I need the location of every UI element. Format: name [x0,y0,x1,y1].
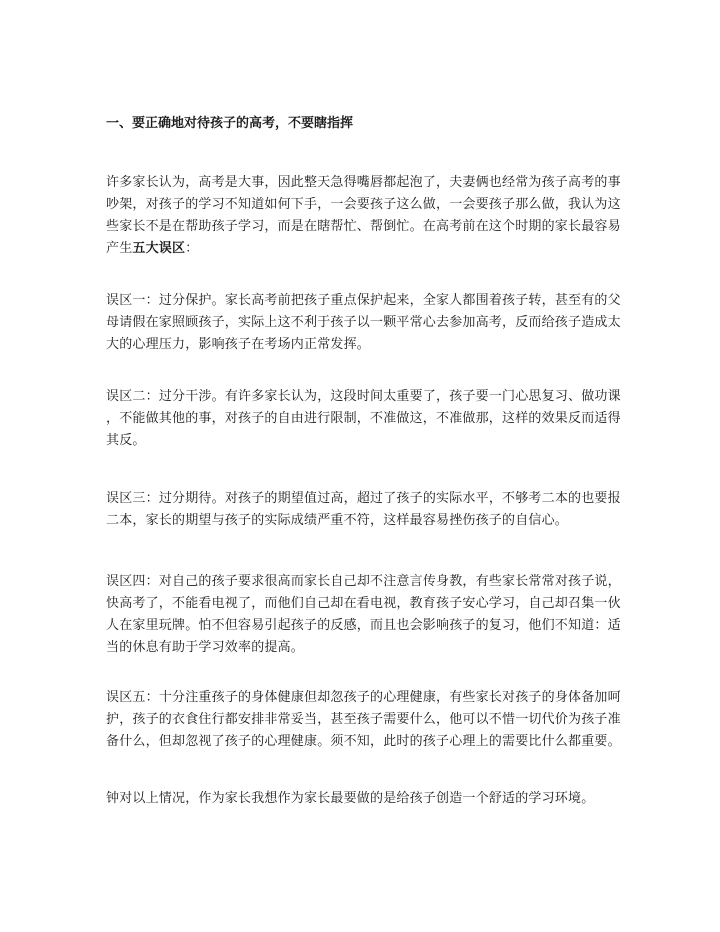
section-heading: 一、要正确地对待孩子的高考，不要瞎指挥 [106,116,354,131]
error-two-paragraph [106,386,620,452]
intro-last-prefix: 产生 [106,241,133,256]
error-line: 护，孩子的衣食住行都安排非常妥当，甚至孩子需要什么，他可以不惜一切代价为孩子准 [106,712,621,727]
error-line [106,290,620,312]
error-five-label: 误区五： [106,690,159,705]
conclusion-paragraph [106,788,620,810]
error-two-label: 误区二： [106,389,159,404]
error-line: 其反。 [106,433,146,448]
error-line [106,386,620,408]
intro-last-bold: 五大误区 [132,241,186,256]
error-one-paragraph [106,290,620,356]
error-line [106,571,620,593]
error-line: 快高考了，不能看电视了，而他们自己却在看电视，教育孩子安心学习，自己却召集一伙 [106,596,621,611]
intro-paragraph [106,172,620,260]
error-five-paragraph [106,687,620,753]
error-three-paragraph [106,488,620,532]
error-line: ，不能做其他的事，对孩子的自由进行限制，不准做这，不准做那，这样的效果反而适得 [106,411,621,426]
error-one-text: 过分保护。家长高考前把孩子重点保护起来，全家人都围着孩子转，甚至有的父 [158,293,621,308]
conclusion-line: 钟对以上情况，作为家长我想作为家长最要做的是给孩子创造一个舒适的学习环境。 [106,791,595,806]
error-three-text: 过分期待。对孩子的期望值过高，超过了孩子的实际水平，不够考二本的也要报 [158,491,621,506]
intro-last-suffix: ： [185,241,199,256]
error-line: 人在家里玩牌。怕不但容易引起孩子的反感，而且也会影响孩子的复习，他们不知道：适 [106,618,621,633]
error-one-label: 误区一： [106,293,159,308]
intro-line-last [106,238,620,260]
error-four-paragraph [106,571,620,659]
intro-line: 些家长不是在帮助孩子学习，而是在瞎帮忙、帮倒忙。在高考前在这个时期的家长最容易 [106,219,621,234]
error-line [106,488,620,510]
error-two-text: 过分干涉。有许多家长认为，这段时间太重要了，孩子要一门心思复习、做功课 [158,389,621,404]
error-line: 母请假在家照顾孩子，实际上这不利于孩子以一颗平常心去参加高考，反而给孩子造成太 [106,315,621,330]
error-four-text: 对自己的孩子要求很高而家长自己却不注意言传身教，有些家长常常对孩子说， [158,574,621,589]
intro-line: 许多家长认为，高考是大事，因此整天急得嘴唇都起泡了，夫妻俩也经常为孩子高考的事 [106,175,621,190]
error-five-text: 十分注重孩子的身体健康但却忽孩子的心理健康，有些家长对孩子的身体备加呵 [158,690,621,705]
intro-line: 吵架，对孩子的学习不知道如何下手，一会要孩子这么做，一会要孩子那么做，我认为这 [106,197,621,212]
error-line: 大的心理压力，影响孩子在考场内正常发挥。 [106,337,371,352]
error-line: 二本，家长的期望与孩子的实际成绩严重不符，这样最容易挫伤孩子的自信心。 [106,513,569,528]
error-line [106,687,620,709]
error-line: 当的休息有助于学习效率的提高。 [106,640,305,655]
error-line: 备什么，但却忽视了孩子的心理健康。须不知，此时的孩子心理上的需要比什么都重要。 [106,734,621,749]
error-four-label: 误区四： [106,574,159,589]
error-three-label: 误区三： [106,491,159,506]
